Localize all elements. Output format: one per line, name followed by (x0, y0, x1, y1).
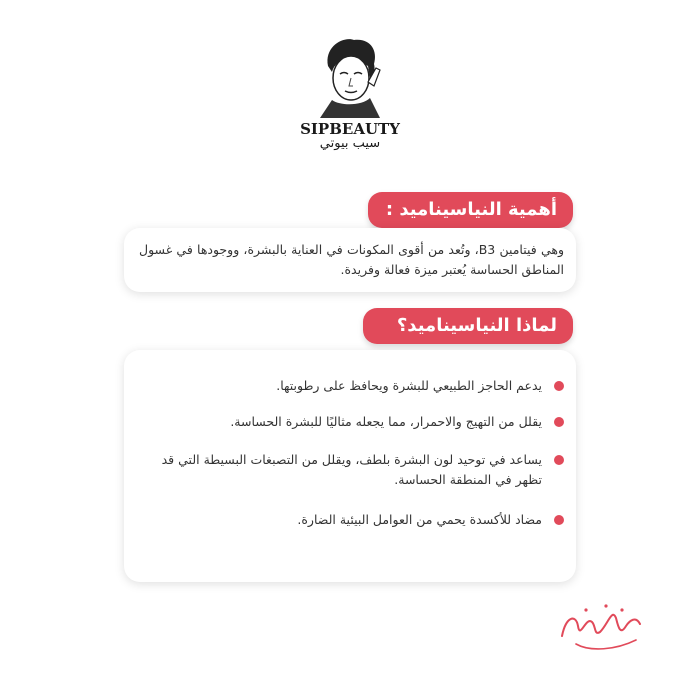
list-item: يقلل من التهيج والاحمرار، مما يجعله مثاليًا للبشرة الحساسة. (154, 412, 564, 432)
brand-logo (300, 36, 400, 151)
face-illustration (314, 36, 386, 118)
importance-card (124, 228, 576, 292)
list-item: يساعد في توحيد لون البشرة بلطف، ويقلل من التصبغات البسيطة التي قد تظهر في المنطقة الحساسة. (154, 450, 564, 490)
signature-logo (556, 596, 646, 656)
bullet-icon (554, 515, 564, 525)
brand-name-ar: سيب بيوتي (319, 136, 381, 151)
bullet-icon (554, 417, 564, 427)
brand-name-en: SIPBEAUTY (300, 120, 400, 138)
bullet-icon (554, 381, 564, 391)
list-item: مضاد للأكسدة يحمي من العوامل البيئية الضارة. (154, 510, 564, 530)
section-heading-importance: أهمية النياسيناميد : (368, 192, 573, 228)
benefits-card (124, 350, 576, 582)
bullet-icon (554, 455, 564, 465)
section-heading-why: لماذا النياسيناميد؟ (363, 308, 573, 344)
list-item: يدعم الحاجز الطبيعي للبشرة ويحافظ على رطوبتها. (154, 376, 564, 396)
importance-text: وهي فيتامين B3، وتُعد من أقوى المكونات في العناية بالبشرة، ووجودها في غسول المناطق الحساسة يُعتبر ميزة فعالة وفريدة. (139, 242, 564, 277)
